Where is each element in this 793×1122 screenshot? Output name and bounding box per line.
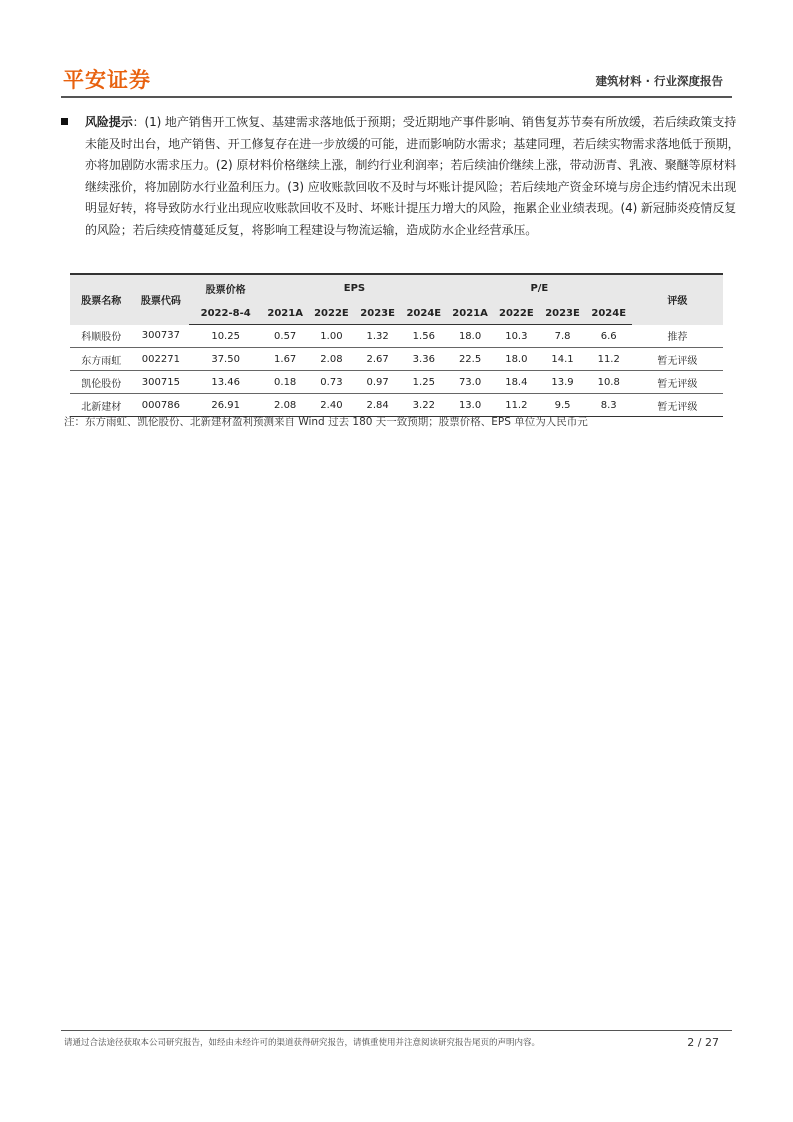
col-header-pe: P/E — [447, 274, 632, 302]
eps-value: 1.00 — [308, 325, 354, 348]
eps-value: 1.32 — [355, 325, 401, 348]
eps-year-header: 2021A — [262, 302, 308, 325]
pe-year-header: 2024E — [586, 302, 632, 325]
header-divider — [61, 96, 732, 98]
risk-warning-paragraph — [85, 112, 740, 241]
eps-value: 1.56 — [401, 325, 447, 348]
pe-year-header: 2022E — [493, 302, 539, 325]
footer-divider — [61, 1030, 732, 1031]
pe-value: 14.1 — [539, 348, 585, 371]
table-footnote: 注：东方雨虹、凯伦股份、北新建材盈利预测来自 Wind 过去 180 天一致预期；股票价格、EPS 单位为人民币元 — [64, 416, 588, 428]
risk-label: 风险提示 — [85, 115, 133, 129]
pe-year-header: 2021A — [447, 302, 493, 325]
pe-value: 8.3 — [600, 399, 617, 411]
stock-price: 13.46 — [189, 371, 262, 394]
pe-value: 18.4 — [493, 371, 539, 394]
stock-code: 300715 — [132, 371, 189, 394]
pe-value: 13.9 — [539, 371, 585, 394]
pe-value: 10.3 — [493, 325, 539, 348]
company-logo: 平安证券 — [63, 68, 151, 92]
pe-value: 9.5 — [554, 399, 571, 411]
pe-value: 10.8 — [586, 371, 632, 394]
eps-value: 2.08 — [308, 348, 354, 371]
stock-price: 37.50 — [189, 348, 262, 371]
eps-value: 0.97 — [355, 371, 401, 394]
pe-value: 18.0 — [493, 348, 539, 371]
risk-text: ：(1) 地产销售开工恢复、基建需求落地低于预期；受近期地产事件影响、销售复苏节奏有所放缓，若后续政策支持未能及时出台，地产销售、开工修复存在进一步放缓的可能，进而影响防水需求；基建同理，若后续实物需求落地低于预期，亦将加剧防水需求压力。(2) 原材料价格继续上涨，制约行业利润率；若后续油价继续上涨，带动沥青、乳液、聚醚等原材料继续涨价，将加剧防水行业盈利压力。(3) 应收账款回收不及时与坏账计提风险；若后续地产资金环境与房企违约情况未出现明显好转，将导致防水行业出现应收账款回收不及时、坏账计提压力增大的风险，拖累企业业绩表现。(4) 新冠肺炎疫情反复的风险；若后续疫情蔓延反复，将影响工程建设与物流运输，造成防水企业经营承压。 — [85, 115, 740, 237]
page-number: 2 / 27 — [687, 1036, 719, 1049]
table-row — [70, 371, 723, 394]
pe-year-header: 2023E — [539, 302, 585, 325]
pe-value: 73.0 — [447, 371, 493, 394]
pe-value: 11.2 — [586, 348, 632, 371]
eps-value: 2.84 — [366, 399, 389, 411]
eps-year-header: 2024E — [401, 302, 447, 325]
col-header-rating: 评级 — [632, 274, 723, 325]
eps-value: 2.40 — [320, 399, 343, 411]
eps-year-header: 2023E — [355, 302, 401, 325]
eps-year-header: 2022E — [308, 302, 354, 325]
eps-value: 0.73 — [308, 371, 354, 394]
col-header-eps: EPS — [262, 274, 447, 302]
rating: 推荐 — [632, 325, 723, 348]
rating: 暂无评级 — [657, 401, 698, 413]
pe-value: 18.0 — [447, 325, 493, 348]
stock-name: 北新建材 — [81, 401, 122, 413]
eps-value: 2.08 — [274, 399, 297, 411]
pe-value: 6.6 — [586, 325, 632, 348]
eps-value: 0.18 — [262, 371, 308, 394]
stock-name: 凯伦股份 — [70, 371, 132, 394]
pe-value: 7.8 — [539, 325, 585, 348]
eps-value: 3.22 — [412, 399, 435, 411]
eps-value: 2.67 — [355, 348, 401, 371]
stock-valuation-table — [70, 273, 723, 417]
footer-disclaimer: 请通过合法途径获取本公司研究报告，如经由未经许可的渠道获得研究报告，请慎重使用并注意阅读研究报告尾页的声明内容。 — [64, 1038, 541, 1048]
stock-price: 10.25 — [189, 325, 262, 348]
stock-name: 东方雨虹 — [70, 348, 132, 371]
bullet-square-icon — [61, 118, 68, 125]
eps-value: 0.57 — [262, 325, 308, 348]
table-row — [70, 325, 723, 348]
stock-code: 300737 — [132, 325, 189, 348]
stock-code: 002271 — [132, 348, 189, 371]
eps-value: 1.25 — [401, 371, 447, 394]
col-header-name: 股票名称 — [70, 274, 132, 325]
stock-price: 26.91 — [211, 399, 240, 411]
rating: 暂无评级 — [632, 371, 723, 394]
table-row — [70, 348, 723, 371]
stock-code: 000786 — [141, 399, 180, 411]
eps-value: 3.36 — [401, 348, 447, 371]
col-header-price: 股票价格 — [189, 274, 262, 302]
pe-value: 22.5 — [447, 348, 493, 371]
report-category: 建筑材料 · 行业深度报告 — [595, 74, 723, 88]
stock-name: 科顺股份 — [70, 325, 132, 348]
pe-value: 13.0 — [458, 399, 482, 411]
rating: 暂无评级 — [632, 348, 723, 371]
col-header-price-date: 2022-8-4 — [189, 302, 262, 325]
col-header-code: 股票代码 — [132, 274, 189, 325]
eps-value: 1.67 — [262, 348, 308, 371]
pe-value: 11.2 — [505, 399, 528, 411]
